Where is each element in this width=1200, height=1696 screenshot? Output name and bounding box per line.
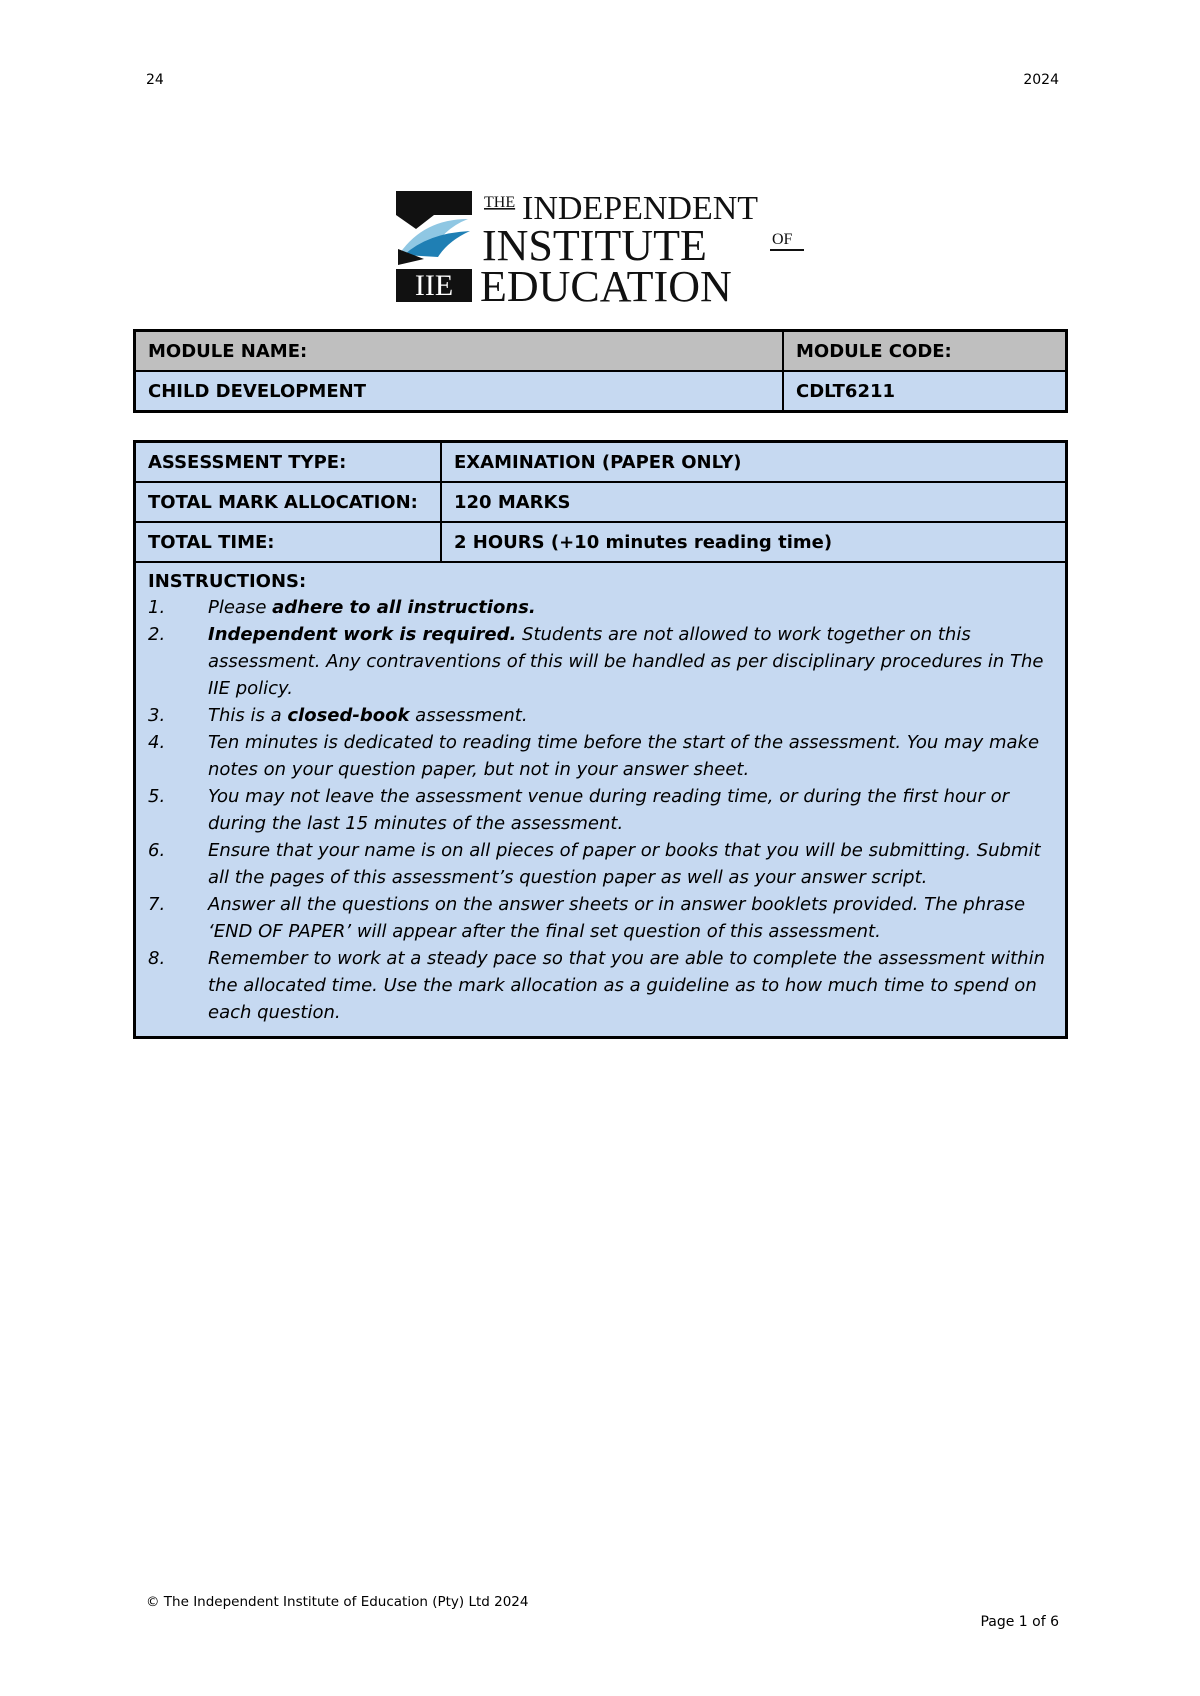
- instruction-number: 8.: [148, 948, 166, 969]
- module-name-label: MODULE NAME:: [135, 331, 784, 372]
- svg-text:IIE: IIE: [414, 269, 454, 302]
- instruction-text-post: assessment.: [409, 705, 528, 726]
- total-time-label: TOTAL TIME:: [135, 522, 442, 562]
- instruction-number: 1.: [148, 597, 166, 618]
- instructions-cell: [135, 562, 1067, 1038]
- module-code-value: CDLT6211: [783, 371, 1067, 412]
- instruction-number: 5.: [148, 786, 166, 807]
- total-mark-value: 120 MARKS: [441, 482, 1067, 522]
- instruction-text-bold: Independent work is required.: [208, 624, 517, 645]
- instruction-text-pre: Ten minutes is dedicated to reading time before the start of the assessment. You may make notes on your question paper, but not in your answer sheet.: [208, 732, 1040, 780]
- iie-logo: [394, 189, 806, 304]
- instruction-text-bold: adhere to all instructions.: [272, 597, 536, 618]
- total-time-value: 2 HOURS (+10 minutes reading time): [441, 522, 1067, 562]
- svg-text:INDEPENDENT: INDEPENDENT: [522, 190, 759, 227]
- svg-text:EDUCATION: EDUCATION: [480, 262, 732, 304]
- header-right-text: 2024: [1023, 72, 1059, 88]
- instruction-item: [148, 621, 1053, 702]
- instruction-text-pre: You may not leave the assessment venue during reading time, or during the first hour or during the last 15 minutes of the assessment.: [208, 786, 1009, 834]
- assessment-type-value: EXAMINATION (PAPER ONLY): [441, 442, 1067, 483]
- assessment-type-label: ASSESSMENT TYPE:: [135, 442, 442, 483]
- instruction-number: 4.: [148, 732, 166, 753]
- module-name-value: CHILD DEVELOPMENT: [135, 371, 784, 412]
- instruction-item: [148, 945, 1053, 1026]
- svg-text:OF: OF: [772, 231, 793, 248]
- instruction-text-pre: Remember to work at a steady pace so that you are able to complete the assessment within the allocated time. Use the mark allocation as a guideline as to how much time to spend on each question.: [208, 948, 1045, 1023]
- svg-text:THE: THE: [484, 194, 516, 211]
- instruction-text-bold: closed-book: [287, 705, 410, 726]
- instruction-text-post: Students are not allowed to work together on this assessment. Any contraventions of this will be handled as per disciplinary procedures in The IIE policy.: [208, 624, 1044, 699]
- total-mark-label: TOTAL MARK ALLOCATION:: [135, 482, 442, 522]
- instruction-item: [148, 783, 1053, 837]
- header-left-text: 24: [146, 72, 164, 88]
- instruction-text-pre: Ensure that your name is on all pieces of paper or books that you will be submitting. Submit all the pages of this assessment’s question paper as well as your answer script.: [208, 840, 1041, 888]
- footer-copyright: © The Independent Institute of Education (Pty) Ltd 2024: [146, 1594, 529, 1610]
- instruction-text-pre: Answer all the questions on the answer sheets or in answer booklets provided. The phrase ‘END OF PAPER’ will appear after the final set question of this assessment.: [208, 894, 1026, 942]
- module-code-label: MODULE CODE:: [783, 331, 1067, 372]
- instruction-number: 2.: [148, 624, 166, 645]
- assessment-info-table: [133, 440, 1068, 1039]
- instruction-text-pre: Please: [208, 597, 273, 618]
- svg-text:INSTITUTE: INSTITUTE: [482, 221, 707, 270]
- instruction-number: 3.: [148, 705, 166, 726]
- instruction-number: 6.: [148, 840, 166, 861]
- instruction-text-pre: This is a: [208, 705, 288, 726]
- instructions-list: [148, 594, 1053, 1026]
- instruction-item: [148, 729, 1053, 783]
- page-number: Page 1 of 6: [980, 1614, 1059, 1630]
- instructions-title: INSTRUCTIONS:: [148, 571, 307, 592]
- instruction-item: [148, 837, 1053, 891]
- module-info-table: [133, 329, 1068, 413]
- instruction-item: [148, 891, 1053, 945]
- instruction-item: [148, 594, 1053, 621]
- instruction-number: 7.: [148, 894, 166, 915]
- instruction-item: [148, 702, 1053, 729]
